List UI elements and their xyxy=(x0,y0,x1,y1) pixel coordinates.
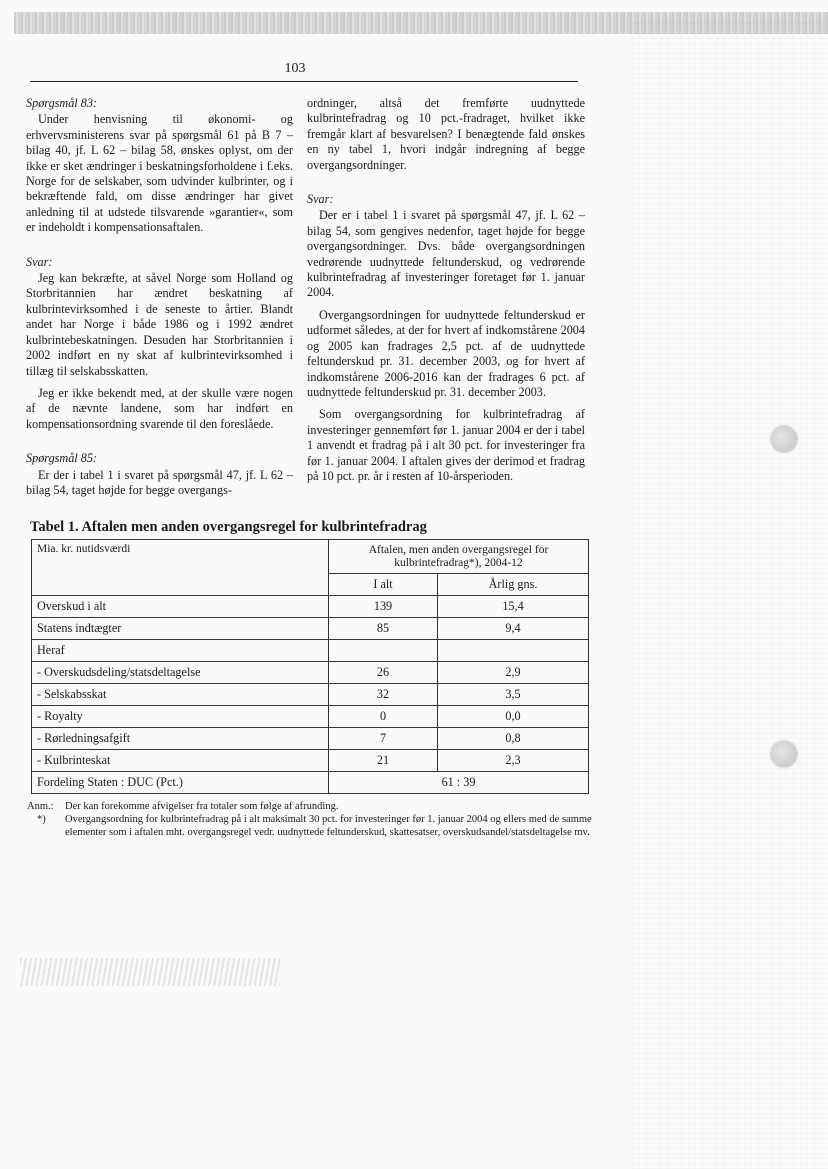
table-col-total: I alt xyxy=(329,574,438,596)
table-cell-total: 21 xyxy=(329,750,438,772)
question-85-heading: Spørgsmål 85: xyxy=(26,451,97,466)
table-cell-annual: 0,0 xyxy=(438,706,589,728)
table-row-label: Heraf xyxy=(32,640,329,662)
table-cell-total xyxy=(329,640,438,662)
table-cell-total: 32 xyxy=(329,684,438,706)
table-notes xyxy=(27,800,597,839)
table-col-annual: Årlig gns. xyxy=(438,574,589,596)
note-text: Der kan forekomme afvigelser fra totaler som følge af afrunding. xyxy=(65,801,339,812)
right-column xyxy=(307,96,585,491)
table-row xyxy=(32,618,589,640)
question-83-heading: Spørgsmål 83: xyxy=(26,96,97,110)
header-rule xyxy=(30,81,578,82)
answer-heading: Svar: xyxy=(26,254,53,269)
page-number: 103 xyxy=(284,61,306,76)
table-cell-annual: 3,5 xyxy=(438,684,589,706)
table-cell-total: 139 xyxy=(329,596,438,618)
table-row xyxy=(32,728,589,750)
note-text: Overgangsordning for kulbrintefradrag på i alt maksimalt 30 pct. for investeringer før 1. januar 2004 og ellers med de samme elementer som i aftalen mht. overgangsregel vedr. uudnyttede feltunderskud, skattesatser, overskudsandel/statsdeltagelse mv. xyxy=(65,814,592,838)
table-cell-total: 0 xyxy=(329,706,438,728)
table-cell-total: 7 xyxy=(329,728,438,750)
table-row-label: Statens indtægter xyxy=(32,618,329,640)
table-row-label: - Overskudsdeling/statsdeltagelse xyxy=(32,662,329,684)
question-85-text: Er der i tabel 1 i svaret på spørgsmål 47, jf. L 62 – bilag 54, taget højde for begge overgangs- xyxy=(26,467,293,497)
answer-paragraph: Som overgangsordning for kulbrintefradrag af investeringer gennemført før 1. januar 2004 er der i tabel 1 anvendt et fradrag på i alt 30 pct. for investeringer fra før 1. januar 2004. I aftalen gives der derimod et fradrag på 10 pct. pr. år i resten af 10-årsperioden. xyxy=(307,407,585,483)
table-cell-total: 26 xyxy=(329,662,438,684)
punch-hole-icon xyxy=(771,741,797,767)
question-83-text: Under henvisning til økonomi- og erhvervsministerens svar på spørgsmål 61 på B 7 – bilag 40, jf. L 62 – bilag 58, ønskes oplyst, om der ikke er sket ændringer i beskatningsforholdene i f.eks. Norge for de selskaber, som udvinder kulbrinter, og i bekræftende fald, om disse ændringer har givet anledning til at udstede tilsvarende »garantier«, som er indeholdt i kompensationsaftalen. xyxy=(26,112,293,235)
table-cell-annual: 2,3 xyxy=(438,750,589,772)
answer-paragraph: Jeg er ikke bekendt med, at der skulle være nogen af de nævnte landene, som har indført en kompensationsordning svarende til den foreslåede. xyxy=(26,385,293,431)
answer-paragraph: Overgangsordningen for uudnyttede feltunderskud er udformet således, at der for hvert af indkomstårene 2004 og 2005 kan fradrages 2,5 pct. af de uudnyttede feltunderskud pr. 31. december 2003, og for hvert af indkomstårene 2006-2016 kan der fradrages 6 pct. af uudnyttede feltunderskud pr. 31. december 2003. xyxy=(307,307,585,399)
table-title: Tabel 1. Aftalen men anden overgangsregel for kulbrintefradrag xyxy=(30,519,427,535)
table-row xyxy=(32,640,589,662)
note-key: *) xyxy=(37,814,46,825)
data-table xyxy=(31,539,589,794)
left-column xyxy=(26,96,293,505)
table-row-label: Overskud i alt xyxy=(32,596,329,618)
table-row xyxy=(32,750,589,772)
table-group-header: Aftalen, men anden overgangsregel for kulbrintefradrag*), 2004-12 xyxy=(329,540,589,574)
question-85-continued: ordninger, altså det fremførte uudnyttede kulbrintefradrag og 10 pct.-fradraget, hvilket ikke fremgår klart af besvarelsen? I benægtende fald ønskes en ny tabel 1, hvori indgår indregning af begge overgangsordninger. xyxy=(307,96,585,172)
table-unit-label: Mia. kr. nutidsværdi xyxy=(32,540,329,596)
table-row-label: - Royalty xyxy=(32,706,329,728)
distribution-label: Fordeling Staten : DUC (Pct.) xyxy=(32,772,329,794)
table-row-label: - Kulbrinteskat xyxy=(32,750,329,772)
table-row xyxy=(32,684,589,706)
answer-paragraph: Der er i tabel 1 i svaret på spørgsmål 47, jf. L 62 – bilag 54, som gengives nedenfor, taget højde for begge overgangsordninger. Dvs. både overgangsordningen vedrørende uudnyttede feltunderskud, og vedrørende kulbrintefradrag af investeringer foretaget før 1. januar 2004. xyxy=(307,208,585,300)
scan-artifact-bottom xyxy=(20,958,280,986)
punch-hole-icon xyxy=(771,426,797,452)
table-cell-total: 85 xyxy=(329,618,438,640)
distribution-value: 61 : 39 xyxy=(329,772,589,794)
table-cell-annual: 9,4 xyxy=(438,618,589,640)
table-cell-annual xyxy=(438,640,589,662)
table-cell-annual: 0,8 xyxy=(438,728,589,750)
table-row xyxy=(32,706,589,728)
answer-heading: Svar: xyxy=(307,192,334,207)
table-row-label: - Selskabsskat xyxy=(32,684,329,706)
answer-paragraph: Jeg kan bekræfte, at såvel Norge som Holland og Storbritannien har ændret beskatning af kulbrintevirksomhed i de seneste to årtier. Blandt andet har Norge i både 1986 og i 1992 ændret kulbrintebeskatningen. Desuden har Storbritannien i 2002 indført en ny skat af kulbrintevirksomhed i tillæg til selskabsskatten. xyxy=(26,271,293,378)
table-row xyxy=(32,596,589,618)
note-key: Anm.: xyxy=(27,801,54,812)
table-row xyxy=(32,662,589,684)
table-cell-annual: 2,9 xyxy=(438,662,589,684)
table-row-label: - Rørledningsafgift xyxy=(32,728,329,750)
scan-artifact-right xyxy=(632,22,828,1169)
table-cell-annual: 15,4 xyxy=(438,596,589,618)
